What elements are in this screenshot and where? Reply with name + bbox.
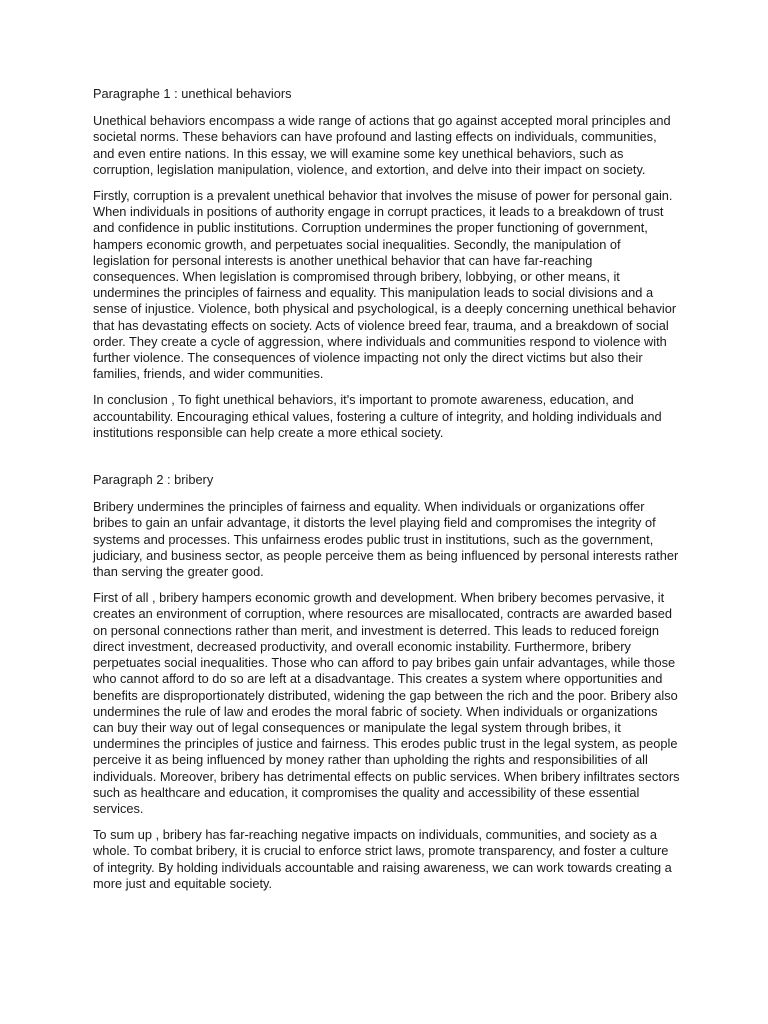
- body-paragraph: In conclusion , To fight unethical behaviors, it's important to promote awareness, education, and accountability. Encouraging ethical values, fostering a culture of integrity, and holding individuals and institutions responsible can help create a more ethical society.: [93, 392, 662, 440]
- section-bribery: [93, 472, 681, 892]
- section-heading: Paragraph 2 : bribery: [93, 472, 214, 488]
- body-paragraph: Unethical behaviors encompass a wide range of actions that go against accepted moral principles and societal norms. These behaviors can have profound and lasting effects on individuals, communities, and even entire nations. In this essay, we will examine some key unethical behaviors, such as corruption, legislation manipulation, violence, and extortion, and delve into their impact on society.: [93, 113, 671, 177]
- document-page: [93, 86, 681, 902]
- body-paragraph: Firstly, corruption is a prevalent unethical behavior that involves the misuse of power for personal gain. When individuals in positions of authority engage in corrupt practices, it leads to a breakdown of trust and confidence in public institutions. Corruption undermines the proper functioning of government, hampers economic growth, and perpetuates social inequalities. Secondly, the manipulation of legislation for personal interests is another unethical behavior that can have far-reaching consequences. When legislation is compromised through bribery, lobbying, or other means, it undermines the principles of fairness and equality. This manipulation leads to social divisions and a sense of injustice. Violence, both physical and psychological, is a deeply concerning unethical behavior that has devastating effects on society. Acts of violence breed fear, trauma, and a breakdown of social order. They create a cycle of aggression, where individuals and communities respond to violence with further violence. The consequences of violence impacting not only the direct victims but also their families, friends, and wider communities.: [93, 188, 677, 382]
- section-unethical-behaviors: [93, 86, 681, 441]
- body-paragraph: Bribery undermines the principles of fairness and equality. When individuals or organizations offer bribes to gain an unfair advantage, it distorts the level playing field and compromises the integrity of systems and processes. This unfairness erodes public trust in institutions, such as the government, judiciary, and business sector, as people perceive them as being influenced by personal interests rather than serving the greater good.: [93, 499, 679, 580]
- section-heading: Paragraphe 1 : unethical behaviors: [93, 86, 292, 101]
- body-paragraph: To sum up , bribery has far-reaching negative impacts on individuals, communities, and society as a whole. To combat bribery, it is crucial to enforce strict laws, promote transparency, and foster a culture of integrity. By holding individuals accountable and raising awareness, we can work towards creating a more just and equitable society.: [93, 827, 672, 891]
- body-paragraph: First of all , bribery hampers economic growth and development. When bribery becomes pervasive, it creates an environment of corruption, where resources are misallocated, contracts are awarded based on personal connections rather than merit, and investment is deterred. This leads to reduced foreign direct investment, decreased productivity, and overall economic instability. Furthermore, bribery perpetuates social inequalities. Those who can afford to pay bribes gain unfair advantages, while those who cannot afford to do so are left at a disadvantage. This creates a system where opportunities and benefits are disproportionately distributed, widening the gap between the rich and the poor. Bribery also undermines the rule of law and erodes the moral fabric of society. When individuals or organizations can buy their way out of legal consequences or manipulate the legal system through bribes, it undermines the principles of justice and fairness. This erodes public trust in the legal system, as people perceive it as being influenced by money rather than upholding the rights and responsibilities of all individuals. Moreover, bribery has detrimental effects on public services. When bribery infiltrates sectors such as healthcare and education, it compromises the quality and accessibility of these essential services.: [93, 590, 680, 816]
